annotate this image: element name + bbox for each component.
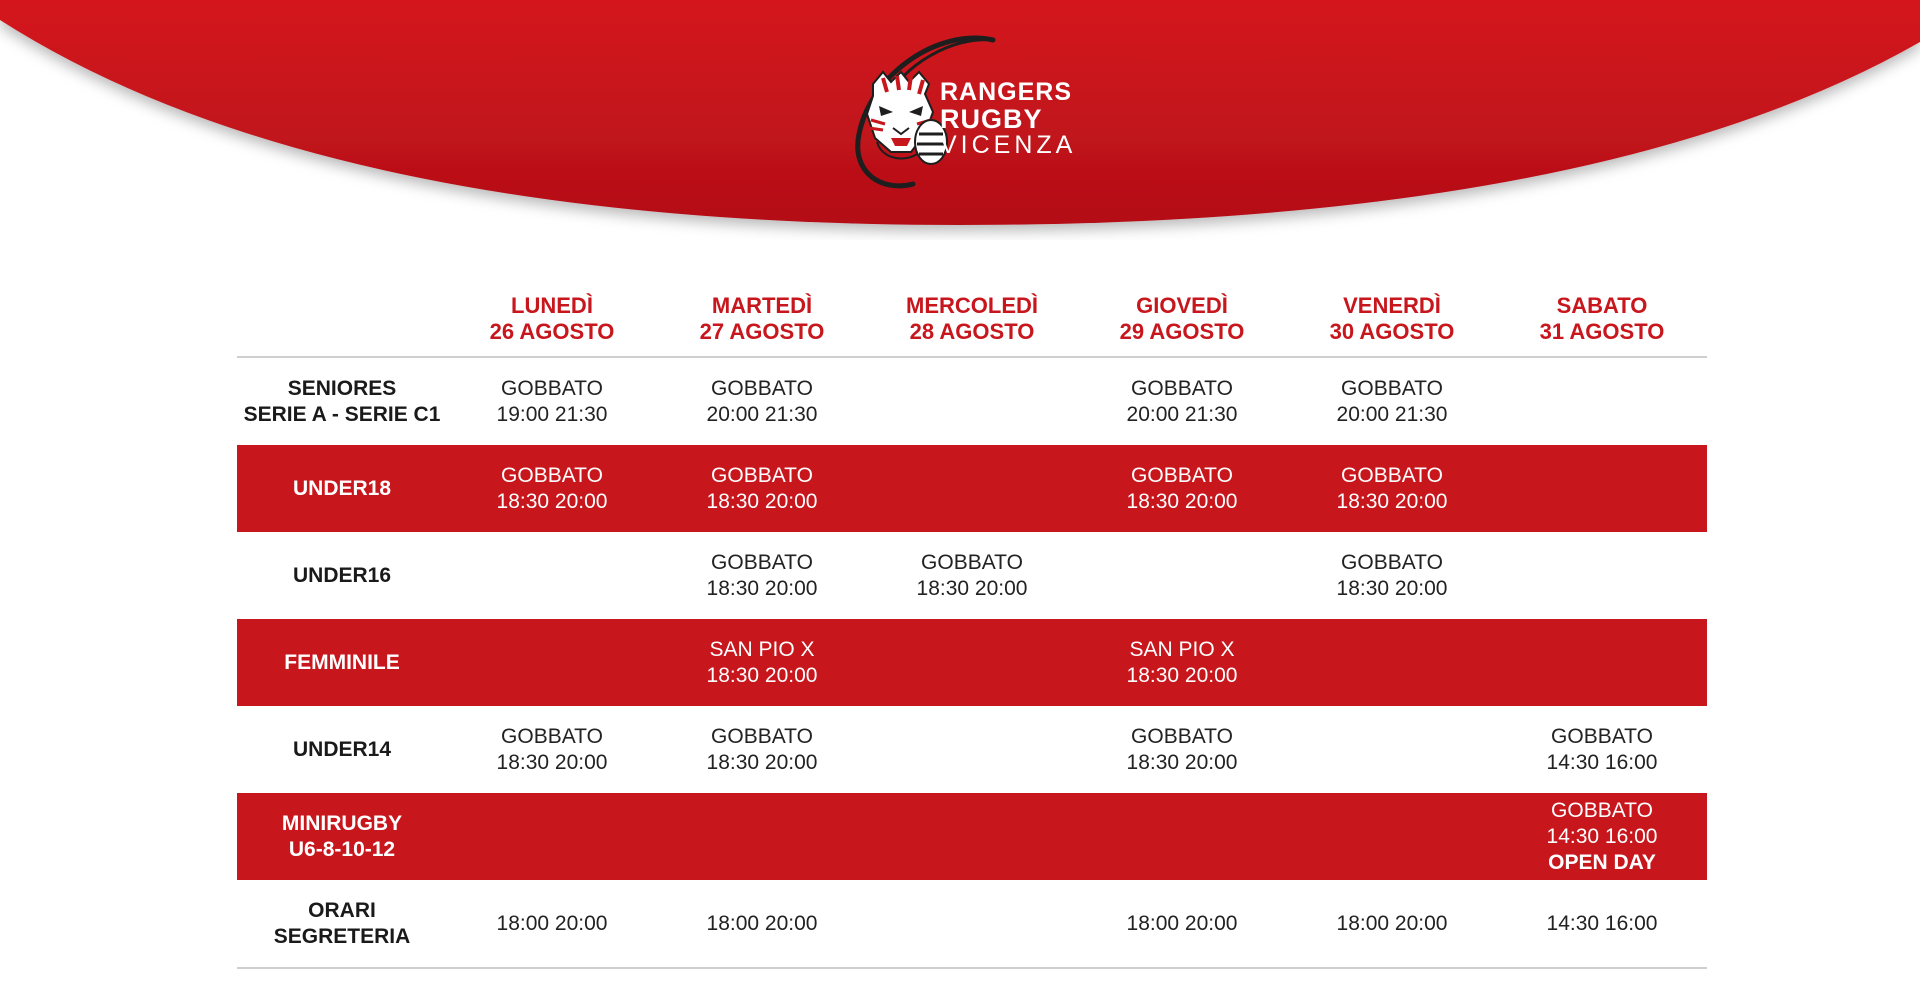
day-date: 27 AGOSTO [699,319,825,344]
table-row [237,793,1707,880]
schedule-cell [1077,445,1287,532]
venue-text: GOBBATO [1551,798,1653,822]
time-text: 14:30 16:00 [1546,824,1658,848]
day-header [1287,275,1497,357]
table-row [237,532,1707,619]
group-label-line: FEMMINILE [284,650,400,674]
schedule-cell [1077,357,1287,445]
time-text: 20:00 21:30 [1126,402,1238,426]
row-group-label [237,619,447,706]
row-group-label [237,445,447,532]
day-name: GIOVEDÌ [1136,293,1228,318]
time-text: 20:00 21:30 [1336,402,1448,426]
brand-line-3: VICENZA [940,131,1077,159]
day-header [867,275,1077,357]
group-label-line: UNDER18 [292,476,392,500]
schedule-cell [1077,880,1287,968]
table-row [237,445,1707,532]
group-label-line: ORARI [308,898,376,922]
time-text: 14:30 16:00 [1546,750,1658,774]
schedule-cell [657,445,867,532]
venue-text: GOBBATO [1341,376,1443,400]
schedule-cell [657,619,867,706]
time-text: 18:30 20:00 [496,750,608,774]
brand-wordmark [940,80,1076,158]
row-group-label [237,793,447,880]
schedule-cell [1287,357,1497,445]
day-header [1077,275,1287,357]
time-text: 18:30 20:00 [1336,489,1448,513]
venue-text: GOBBATO [711,463,813,487]
empty-cell [1077,793,1287,880]
schedule-cell [657,532,867,619]
group-label-line: SERIE A - SERIE C1 [243,402,441,426]
day-name: MERCOLEDÌ [906,293,1038,318]
schedule-cell [447,706,657,793]
empty-cell [1497,532,1707,619]
time-text: 20:00 21:30 [706,402,818,426]
empty-cell [1497,619,1707,706]
venue-text: GOBBATO [1131,724,1233,748]
time-text: 18:00 20:00 [1336,911,1448,935]
day-name: VENERDÌ [1343,293,1441,318]
time-text: 19:00 21:30 [496,402,608,426]
schedule-cell [1077,706,1287,793]
time-text: 18:30 20:00 [1126,750,1238,774]
time-text: 18:30 20:00 [706,576,818,600]
empty-cell [867,619,1077,706]
row-group-label [237,357,447,445]
schedule-cell [1497,706,1707,793]
schedule-cell [657,706,867,793]
time-text: 18:30 20:00 [1126,663,1238,687]
empty-cell [1497,357,1707,445]
time-text: 18:30 20:00 [706,750,818,774]
empty-cell [447,532,657,619]
group-label-line: SEGRETERIA [273,924,411,948]
training-schedule-table [237,275,1707,969]
day-date: 29 AGOSTO [1119,319,1245,344]
day-header [1497,275,1707,357]
day-date: 30 AGOSTO [1329,319,1455,344]
empty-cell [1077,532,1287,619]
schedule-cell [1497,880,1707,968]
empty-cell [1287,619,1497,706]
row-group-label [237,706,447,793]
venue-text: GOBBATO [1341,463,1443,487]
empty-cell [1287,793,1497,880]
time-text: 18:30 20:00 [1126,489,1238,513]
venue-text: GOBBATO [1131,463,1233,487]
venue-text: GOBBATO [711,724,813,748]
schedule-cell [447,445,657,532]
group-label-line: UNDER16 [292,563,392,587]
table-row [237,619,1707,706]
time-text: 18:30 20:00 [1336,576,1448,600]
day-date: 31 AGOSTO [1539,319,1665,344]
schedule-body [237,357,1707,968]
schedule-cell [657,357,867,445]
group-label-line: MINIRUGBY [281,811,403,835]
time-text: 18:30 20:00 [496,489,608,513]
schedule-cell [447,880,657,968]
table-row [237,357,1707,445]
day-header [657,275,867,357]
header-corner-cell [237,275,447,357]
day-date: 26 AGOSTO [489,319,615,344]
empty-cell [447,793,657,880]
schedule-cell [657,880,867,968]
schedule-cell [1497,793,1707,880]
time-text: 18:30 20:00 [916,576,1028,600]
schedule-cell [447,357,657,445]
schedule-cell [1077,619,1287,706]
schedule-cell [1287,532,1497,619]
group-label-line: UNDER14 [292,737,392,761]
empty-cell [657,793,867,880]
day-header [447,275,657,357]
venue-text: GOBBATO [711,376,813,400]
brand-line-1: RANGERS [940,78,1073,106]
schedule-cell [1287,880,1497,968]
empty-cell [867,357,1077,445]
day-name: LUNEDÌ [511,293,593,318]
venue-text: GOBBATO [501,724,603,748]
schedule-header-row [237,275,1707,357]
time-text: 18:00 20:00 [496,911,608,935]
empty-cell [867,706,1077,793]
venue-text: GOBBATO [1551,724,1653,748]
row-group-label [237,880,447,968]
venue-text: SAN PIO X [1129,637,1235,661]
time-text: 18:30 20:00 [706,489,818,513]
venue-text: SAN PIO X [709,637,815,661]
table-row [237,706,1707,793]
schedule-cell [867,532,1077,619]
empty-cell [1287,706,1497,793]
empty-cell [867,793,1077,880]
group-label-line: SENIORES [287,376,397,400]
table-row [237,880,1707,968]
empty-cell [867,880,1077,968]
venue-text: GOBBATO [501,463,603,487]
day-name: MARTEDÌ [711,293,813,318]
venue-text: GOBBATO [711,550,813,574]
day-name: SABATO [1556,293,1648,318]
time-text: 14:30 16:00 [1546,911,1658,935]
empty-cell [447,619,657,706]
venue-text: GOBBATO [1341,550,1443,574]
empty-cell [867,445,1077,532]
time-text: 18:00 20:00 [706,911,818,935]
day-date: 28 AGOSTO [909,319,1035,344]
group-label-line: U6-8-10-12 [288,837,396,861]
time-text: 18:00 20:00 [1126,911,1238,935]
schedule-cell [1287,445,1497,532]
venue-text: GOBBATO [1131,376,1233,400]
time-text: OPEN DAY [1548,850,1656,874]
brand-line-2: RUGBY [940,104,1043,134]
empty-cell [1497,445,1707,532]
venue-text: GOBBATO [921,550,1023,574]
venue-text: GOBBATO [501,376,603,400]
time-text: 18:30 20:00 [706,663,818,687]
row-group-label [237,532,447,619]
